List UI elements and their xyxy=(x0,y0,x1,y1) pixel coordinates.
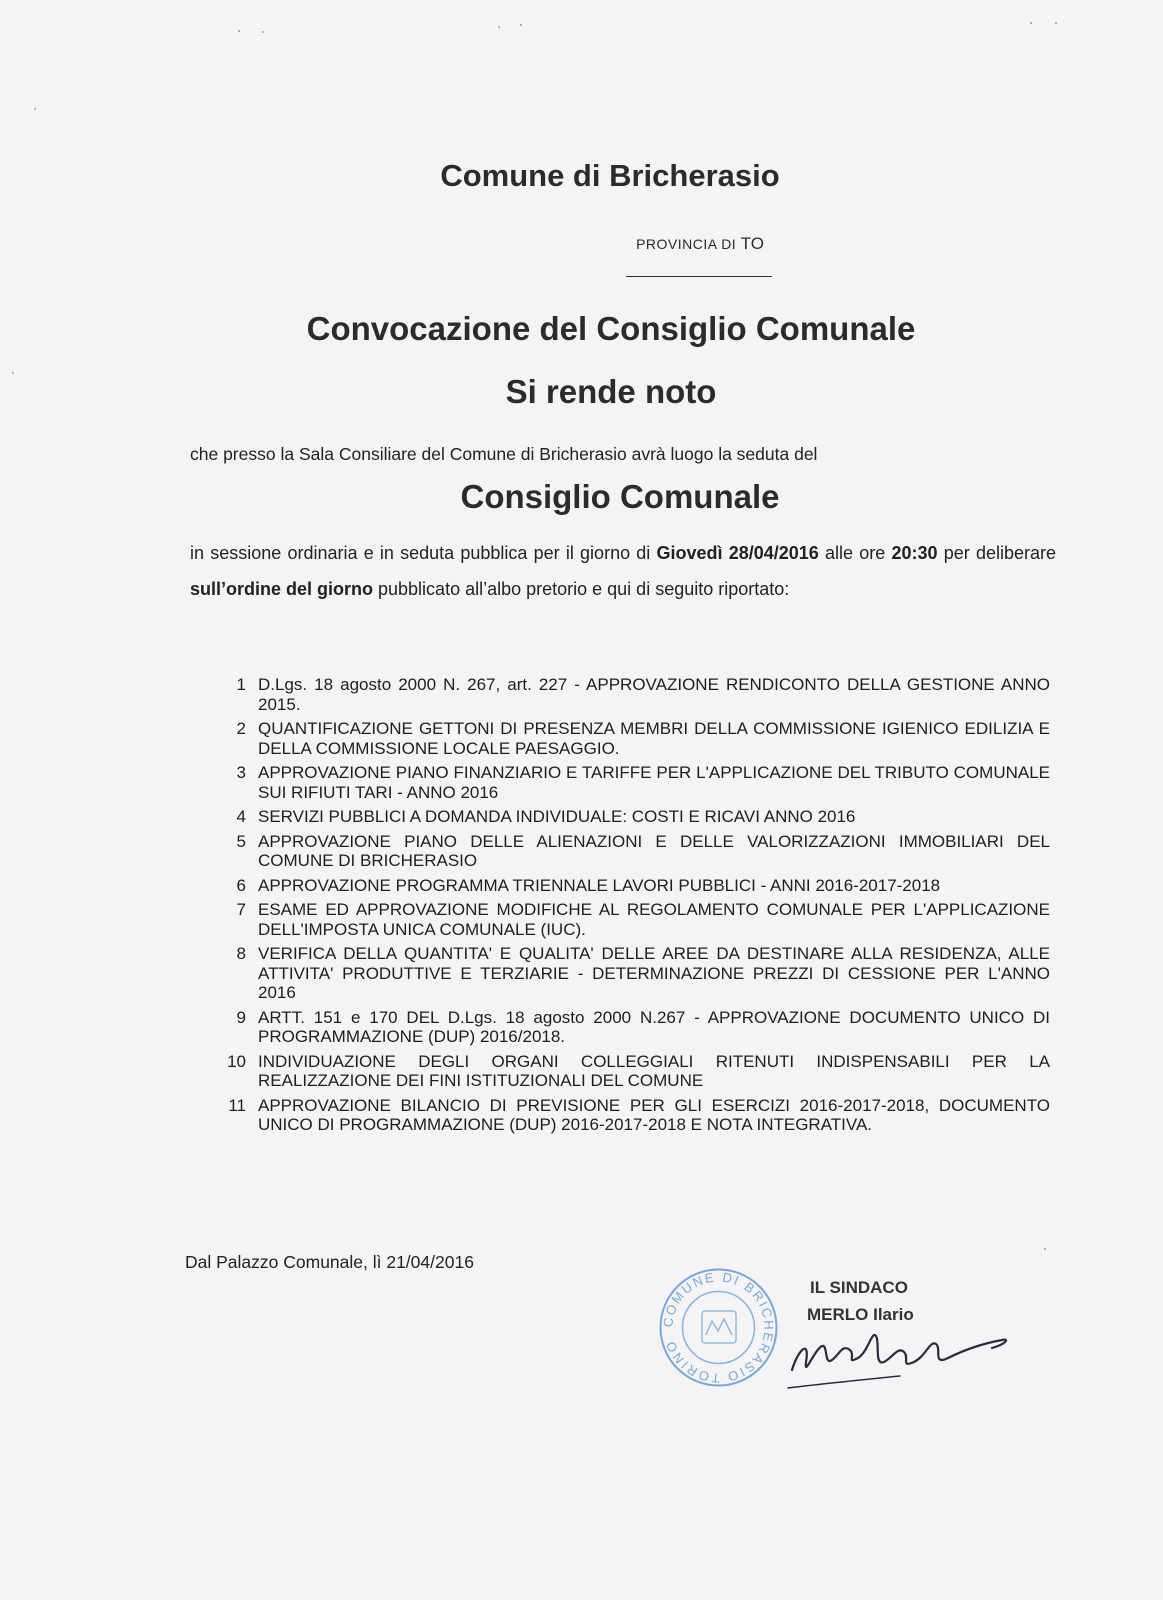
scan-speck xyxy=(1030,22,1032,24)
agenda-item-number: 6 xyxy=(236,875,246,895)
session-paragraph xyxy=(190,535,1056,607)
agenda-item xyxy=(222,1052,1050,1091)
scan-speck xyxy=(520,24,522,26)
agenda-item-text: APPROVAZIONE PROGRAMMA TRIENNALE LAVORI PUBBLICI - ANNI 2016-2017-2018 xyxy=(258,875,941,895)
scan-speck xyxy=(34,108,36,110)
agenda-item xyxy=(222,807,1050,827)
agenda-item-text: ESAME ED APPROVAZIONE MODIFICHE AL REGOLAMENTO COMUNALE PER L'APPLICAZIONE DELL'IMPOSTA UNICA COMUNALE (IUC). xyxy=(258,900,1050,939)
agenda-item-number: 10 xyxy=(227,1051,246,1071)
agenda-item xyxy=(222,763,1050,802)
agenda-item-text: APPROVAZIONE PIANO FINANZIARIO E TARIFFE PER L'APPLICAZIONE DEL TRIBUTO COMUNALE SUI RIFIUTI TARI - ANNO 2016 xyxy=(258,763,1050,802)
agenda-item-number: 5 xyxy=(236,831,246,851)
agenda-item xyxy=(222,944,1050,1003)
session-text-part: per deliberare xyxy=(937,543,1057,563)
agenda-reference: sull’ordine del giorno xyxy=(190,579,374,599)
province-code: TO xyxy=(740,234,764,253)
mayor-title: IL SINDACO xyxy=(810,1278,908,1297)
session-text-part: in sessione ordinaria e in seduta pubblica per il giorno di xyxy=(190,543,657,563)
place-date: Dal Palazzo Comunale, lì 21/04/2016 xyxy=(185,1252,474,1272)
convocation-title: Convocazione del Consiglio Comunale xyxy=(306,310,916,347)
scan-speck xyxy=(262,31,264,33)
agenda-item-text: VERIFICA DELLA QUANTITA' E QUALITA' DELLE AREE DA DESTINARE ALLA RESIDENZA, ALLE ATTIVITA' PRODUTTIVE E TERZIARIE - DETERMINAZIONE PREZZI DI CESSIONE PER L'ANNO 2016 xyxy=(258,944,1050,1002)
header-divider xyxy=(626,276,772,277)
intro-text: che presso la Sala Consiliare del Comune di Bricherasio avrà luogo la seduta del xyxy=(190,444,818,464)
agenda-item-number: 1 xyxy=(236,675,246,694)
agenda-item-number: 4 xyxy=(236,807,246,826)
agenda-item-number: 7 xyxy=(236,900,246,919)
municipal-stamp-icon xyxy=(656,1265,781,1390)
province-prefix: PROVINCIA DI xyxy=(636,236,737,252)
agenda-item-text: INDIVIDUAZIONE DEGLI ORGANI COLLEGGIALI RITENUTI INDISPENSABILI PER LA REALIZZAZIONE DEI FINI ISTITUZIONALI DEL COMUNE xyxy=(258,1051,1050,1090)
agenda-item-text: SERVIZI PUBBLICI A DOMANDA INDIVIDUALE: COSTI E RICAVI ANNO 2016 xyxy=(258,807,856,826)
agenda-list xyxy=(222,675,1050,1140)
agenda-item-text: ARTT. 151 e 170 DEL D.Lgs. 18 agosto 2000 N.267 - APPROVAZIONE DOCUMENTO UNICO DI PROGRAMMAZIONE (DUP) 2016/2018. xyxy=(258,1007,1050,1046)
province-line xyxy=(560,234,840,254)
agenda-item xyxy=(222,1008,1050,1047)
agenda-item-number: 8 xyxy=(236,944,246,963)
agenda-item xyxy=(222,719,1050,758)
agenda-item-number: 2 xyxy=(236,719,246,738)
agenda-item-text: QUANTIFICAZIONE GETTONI DI PRESENZA MEMBRI DELLA COMMISSIONE IGIENICO EDILIZIA E DELLA COMMISSIONE LOCALE PAESAGGIO. xyxy=(258,719,1050,758)
stamp-text: COMUNE DI BRICHERASIO TORINO xyxy=(660,1269,777,1386)
scan-speck xyxy=(498,26,500,28)
council-title: Consiglio Comunale xyxy=(460,478,780,515)
agenda-item xyxy=(222,832,1050,871)
agenda-item xyxy=(222,1096,1050,1135)
municipality-title: Comune di Bricherasio xyxy=(440,158,780,193)
agenda-item-text: D.Lgs. 18 agosto 2000 N. 267, art. 227 - APPROVAZIONE RENDICONTO DELLA GESTIONE ANNO 2015. xyxy=(258,675,1050,714)
session-text-part: alle ore xyxy=(818,543,892,563)
scan-speck xyxy=(238,30,240,32)
session-time: 20:30 xyxy=(891,543,938,563)
agenda-item-number: 3 xyxy=(236,763,246,782)
scan-speck xyxy=(1055,22,1057,24)
scan-speck xyxy=(1044,1248,1046,1250)
mayor-name: MERLO Ilario xyxy=(807,1305,914,1324)
notice-subtitle: Si rende noto xyxy=(505,373,717,410)
agenda-item xyxy=(222,675,1050,714)
signature-icon xyxy=(780,1300,1020,1410)
session-date: Giovedì 28/04/2016 xyxy=(656,543,819,563)
agenda-item-text: APPROVAZIONE BILANCIO DI PREVISIONE PER GLI ESERCIZI 2016-2017-2018, DOCUMENTO UNICO DI PROGRAMMAZIONE (DUP) 2016-2017-2018 E NOTA INTEGRATIVA. xyxy=(258,1095,1050,1134)
agenda-item-text: APPROVAZIONE PIANO DELLE ALIENAZIONI E DELLE VALORIZZAZIONI IMMOBILIARI DEL COMUNE DI BRICHERASIO xyxy=(258,831,1050,870)
agenda-item xyxy=(222,876,1050,896)
agenda-item-number: 11 xyxy=(228,1095,246,1115)
scan-speck xyxy=(12,372,14,374)
agenda-item xyxy=(222,900,1050,939)
agenda-item-number: 9 xyxy=(236,1007,246,1027)
session-text-part: pubblicato all’albo pretorio e qui di seguito riportato: xyxy=(373,579,790,599)
